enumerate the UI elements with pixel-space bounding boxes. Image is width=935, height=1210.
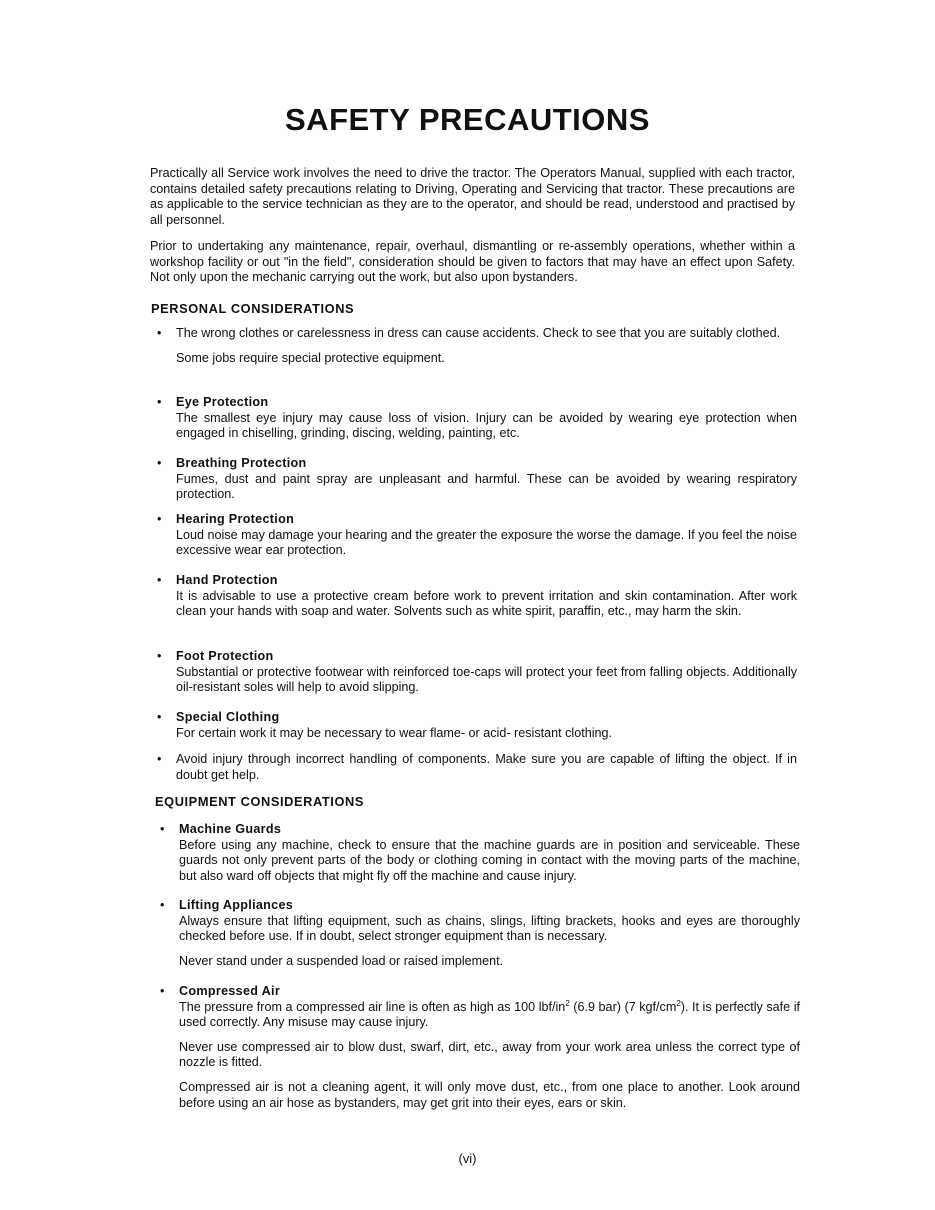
bullet-icon: • (157, 456, 162, 470)
machine-guards-text: Before using any machine, check to ensure that the machine guards are in position and serviceable. These guards not only prevent parts of the body or clothing coming in contact with the moving parts of the machine, but also ward off objects that might fly off the machine and cause injury. (179, 837, 800, 883)
lifting-appliances-title: Lifting Appliances (179, 898, 294, 912)
lifting-appliances-note: Never stand under a suspended load or raised implement. (179, 953, 504, 968)
foot-protection-title: Foot Protection (176, 649, 274, 663)
bullet-icon: • (160, 984, 165, 998)
eye-protection-title: Eye Protection (176, 395, 269, 409)
compressed-air-note-2: Compressed air is not a cleaning agent, it will only move dust, etc., from one place to another. Look around before using an air hose as bystanders, may get grit into their eyes, ears or skin. (179, 1079, 800, 1110)
bullet-icon: • (160, 898, 165, 912)
list-item-handling (157, 752, 797, 783)
special-clothing-title: Special Clothing (176, 710, 280, 724)
superscript-2: 2 (676, 998, 681, 1008)
list-item-eye-protection (157, 395, 797, 442)
handling-text: Avoid injury through incorrect handling of components. Make sure you are capable of lifting the object. If in doubt get help. (176, 752, 797, 782)
list-item-lifting-appliances (160, 898, 800, 969)
compressed-air-text-part-c: ). It is perfectly safe if used correctly. Any misuse may cause injury. (179, 999, 800, 1030)
machine-guards-title: Machine Guards (179, 822, 282, 836)
breathing-protection-title: Breathing Protection (176, 456, 307, 470)
intro-paragraph-1: Practically all Service work involves the need to drive the tractor. The Operators Manual, supplied with each tractor, contains detailed safety precautions relating to Driving, Operating and Servicing that tractor. These precautions are as applicable to the service technician as they are to the operator, and should be read, understood and practised by all personnel. (150, 166, 795, 227)
intro-paragraph-2: Prior to undertaking any maintenance, repair, overhaul, dismantling or re-assembly operations, whether within a workshop facility or out "in the field", consideration should be given to factors that may have an effect upon Safety. Not only upon the mechanic carrying out the work, but also upon bystanders. (150, 239, 795, 285)
list-item-breathing-protection (157, 456, 797, 503)
list-item-hearing-protection (157, 512, 797, 559)
lifting-appliances-text: Always ensure that lifting equipment, such as chains, slings, lifting brackets, hooks and eyes are thoroughly checked before use. If in doubt, select stronger equipment than is necessary. (179, 913, 800, 944)
hearing-protection-title: Hearing Protection (176, 512, 295, 526)
list-item-special-clothing (157, 710, 797, 741)
bullet-icon: • (157, 395, 162, 409)
hearing-protection-text: Loud noise may damage your hearing and the greater the exposure the worse the damage. If you feel the noise excessive wear ear protection. (176, 527, 797, 558)
list-item-machine-guards (160, 822, 800, 884)
compressed-air-title: Compressed Air (179, 984, 281, 998)
superscript-2: 2 (565, 998, 570, 1008)
hand-protection-title: Hand Protection (176, 573, 278, 587)
bullet-icon: • (157, 326, 162, 340)
bullet-icon: • (157, 752, 162, 766)
page-number: (vi) (458, 1151, 477, 1166)
compressed-air-text-part-b: (6.9 bar) (7 kgf/cm (569, 999, 677, 1014)
equipment-considerations-heading: EQUIPMENT CONSIDERATIONS (155, 794, 364, 809)
compressed-air-text-part-a: The pressure from a compressed air line is often as high as 100 lbf/in (179, 999, 566, 1014)
bullet-icon: • (157, 710, 162, 724)
breathing-protection-text: Fumes, dust and paint spray are unpleasant and harmful. These can be avoided by wearing respiratory protection. (176, 471, 797, 502)
compressed-air-note-1: Never use compressed air to blow dust, swarf, dirt, etc., away from your work area unless the correct type of nozzle is fitted. (179, 1039, 800, 1070)
special-clothing-text: For certain work it may be necessary to wear flame- or acid- resistant clothing. (176, 725, 613, 740)
bullet-icon: • (157, 649, 162, 663)
compressed-air-text (179, 1000, 800, 1031)
eye-protection-text: The smallest eye injury may cause loss of vision. Injury can be avoided by wearing eye protection when engaged in chiselling, grinding, discing, welding, painting, etc. (176, 410, 797, 441)
page-title: SAFETY PRECAUTIONS (285, 102, 650, 137)
personal-considerations-heading: PERSONAL CONSIDERATIONS (151, 301, 355, 316)
bullet-icon: • (160, 822, 165, 836)
hand-protection-text: It is advisable to use a protective cream before work to prevent irritation and skin contamination. After work clean your hands with soap and water. Solvents such as white spirit, paraffin, etc., may harm the skin. (176, 588, 797, 619)
foot-protection-text: Substantial or protective footwear with reinforced toe-caps will protect your feet from falling objects. Additionally oil-resistant soles will help to avoid slipping. (176, 664, 797, 695)
list-item-foot-protection (157, 649, 797, 696)
bullet-icon: • (157, 512, 162, 526)
list-item-clothes (157, 326, 797, 366)
bullet-icon: • (157, 573, 162, 587)
list-item-compressed-air (160, 984, 800, 1111)
clothes-note: Some jobs require special protective equipment. (176, 350, 445, 365)
list-item-hand-protection (157, 573, 797, 620)
clothes-text: The wrong clothes or carelessness in dress can cause accidents. Check to see that you are suitably clothed. (176, 326, 781, 340)
